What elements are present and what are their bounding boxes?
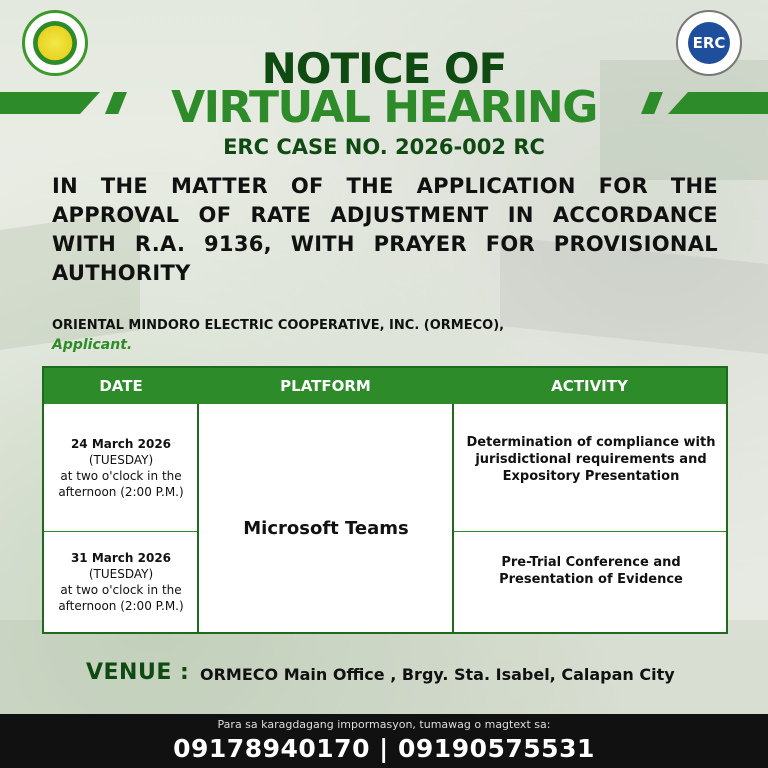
footer-bar xyxy=(0,714,768,768)
time-value: afternoon (2:00 P.M.) xyxy=(58,599,184,613)
time-value: afternoon (2:00 P.M.) xyxy=(58,485,184,499)
table-header xyxy=(44,368,726,404)
matter-heading: IN THE MATTER OF THE APPLICATION FOR THE APPROVAL OF RATE ADJUSTMENT IN ACCORDANCE WITH R.A. 9136, WITH PRAYER FOR PROVISIONAL AUTHORITY xyxy=(52,174,718,285)
time-value: at two o'clock in the xyxy=(60,583,182,597)
title-line-2: VIRTUAL HEARING xyxy=(171,82,597,133)
venue-text: ORMECO Main Office , Brgy. Sta. Isabel, Calapan City xyxy=(200,665,675,684)
day-value: (TUESDAY) xyxy=(88,567,154,581)
header-platform: PLATFORM xyxy=(280,377,371,395)
footer-note: Para sa karagdagang impormasyon, tumawag o magtext sa: xyxy=(217,718,551,731)
activity-value: Determination of compliance with jurisdictional requirements and Expository Presentation xyxy=(466,435,716,484)
time-value: at two o'clock in the xyxy=(60,469,182,483)
applicant-role: Applicant. xyxy=(52,337,133,353)
header-date: DATE xyxy=(99,377,143,395)
hearing-schedule-table xyxy=(42,366,728,634)
header-activity: ACTIVITY xyxy=(551,377,628,395)
column-divider xyxy=(452,404,454,632)
contact-numbers: 09178940170 | 09190575531 xyxy=(173,734,595,763)
activity-value: Pre-Trial Conference and Presentation of Evidence xyxy=(499,555,683,587)
day-value: (TUESDAY) xyxy=(88,453,154,467)
table-row-date xyxy=(46,550,196,614)
row-divider xyxy=(454,531,726,532)
venue-label: VENUE : xyxy=(86,660,190,685)
erc-emblem: ERC xyxy=(688,22,730,64)
date-value: 31 March 2026 xyxy=(70,551,172,565)
applicant-name: ORIENTAL MINDORO ELECTRIC COOPERATIVE, INC. (ORMECO), xyxy=(52,318,505,333)
row-divider xyxy=(44,531,197,532)
platform-value: Microsoft Teams xyxy=(243,518,409,539)
case-number: ERC CASE NO. 2026-002 RC xyxy=(223,135,545,159)
date-value: 24 March 2026 xyxy=(70,437,172,451)
column-divider xyxy=(197,404,199,632)
title-line-1: NOTICE OF xyxy=(261,44,507,93)
table-row-date xyxy=(46,436,196,500)
